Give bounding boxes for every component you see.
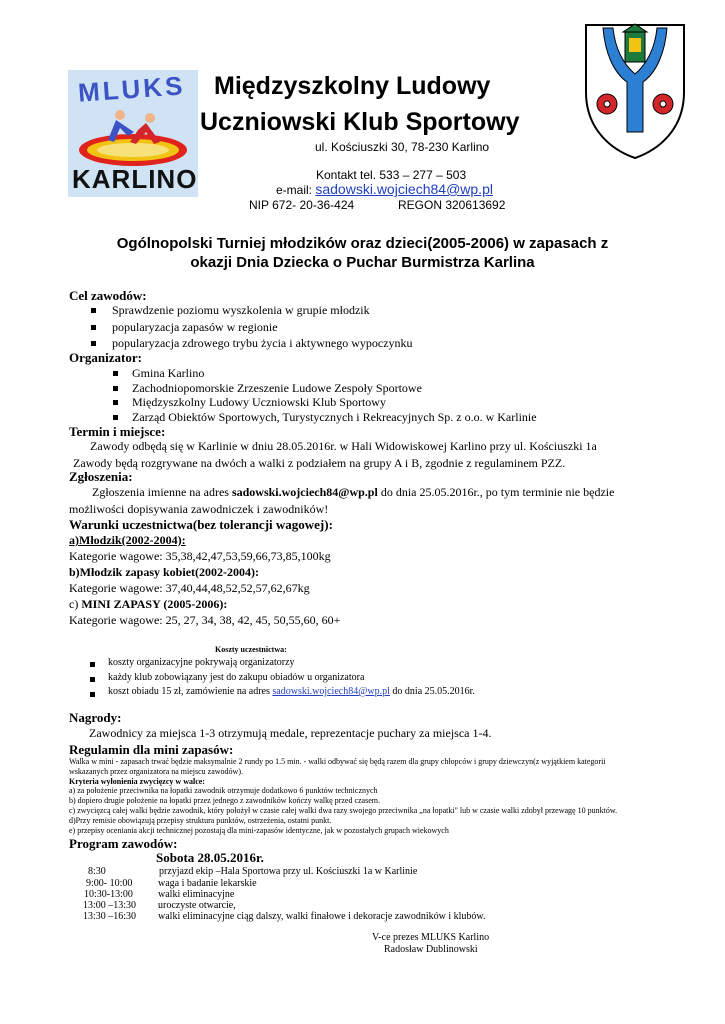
crest-shield-icon	[583, 22, 687, 160]
club-email-row	[276, 181, 493, 197]
koszty-item: każdy klub zobowiązany jest do zakupu obiadów u organizatora	[108, 672, 365, 683]
tournament-title-line1: Ogólnopolski Turniej młodzików oraz dzieci(2005-2006) w zapasach z	[116, 235, 609, 252]
signature-title: V-ce prezes MLUKS Karlino	[372, 932, 490, 943]
warunki-group-weights: Kategorie wagowe: 37,40,44,48,52,52,57,62,67kg	[69, 581, 310, 595]
criteria-item: a) za położenie przeciwnika na łopatki zawodnik otrzymuje dodatkowo 6 punktów technicznych	[69, 786, 378, 795]
program-time: 13:00 –13:30	[83, 900, 137, 911]
warunki-group-label: a)Młodzik(2002-2004):	[69, 533, 186, 547]
nagrody-heading: Nagrody:	[69, 710, 122, 725]
logo-top-text: MLUKS	[77, 70, 187, 108]
organizator-item: Międzyszkolny Ludowy Uczniowski Klub Sportowy	[132, 395, 386, 409]
club-address: ul. Kościuszki 30, 78-230 Karlino	[315, 140, 490, 154]
cel-item: Sprawdzenie poziomu wyszkolenia w grupie młodzik	[112, 303, 370, 317]
club-email-link[interactable]: sadowski.wojciech84@wp.pl	[315, 181, 493, 197]
warunki-heading: Warunki uczestnictwa(bez tolerancji wagowej):	[69, 517, 333, 532]
organizator-heading: Organizator:	[69, 350, 142, 365]
koszty-item: koszty organizacyjne pokrywają organizatorzy	[108, 657, 295, 668]
club-regon: REGON 320613692	[398, 198, 506, 212]
cel-heading: Cel zawodów:	[69, 288, 147, 303]
program-desc: waga i badanie lekarskie	[158, 878, 257, 889]
bullet-icon	[113, 400, 118, 405]
tournament-title-line2: okazji Dnia Dziecka o Puchar Burmistrza Karlina	[190, 254, 535, 271]
zgloszenia-email: sadowski.wojciech84@wp.pl	[231, 485, 378, 499]
zgloszenia-line1	[92, 485, 614, 500]
termin-line1: Zawody odbędą się w Karlinie w dniu 28.05.2016r. w Hali Widowiskowej Karlino przy ul. Kościuszki 1a	[90, 439, 597, 453]
program-day: Sobota 28.05.2016r.	[156, 850, 264, 865]
regulamin-line: wskazanych przez organizatora na miejscu zawodów).	[69, 767, 243, 776]
koszty-heading: Koszty uczestnictwa:	[215, 645, 287, 654]
club-logo	[68, 70, 198, 197]
warunki-group-label: b)Młodzik zapasy kobiet(2002-2004):	[69, 565, 259, 579]
program-desc: przyjazd ekip –Hala Sportowa przy ul. Kościuszki 1a w Karlinie	[159, 866, 418, 877]
bullet-icon	[113, 386, 118, 391]
program-time: 13:30 –16:30	[83, 911, 137, 922]
koszty-text: koszt obiadu 15 zł, zamówienie na adres	[108, 686, 273, 697]
program-heading: Program zawodów:	[69, 836, 178, 851]
program-desc: uroczyste otwarcie,	[158, 900, 236, 911]
bullet-icon	[91, 325, 96, 330]
criteria-item: b) dopiero drugie położenie na łopatki przez jednego z zawodników kończy walkę przed czasem.	[69, 796, 380, 805]
organizator-item: Zarząd Obiektów Sportowych, Turystycznych i Rekreacyjnych Sp. z o.o. w Karlinie	[132, 410, 537, 424]
program-time: 9:00- 10:00	[86, 878, 133, 889]
organizator-item: Gmina Karlino	[132, 366, 205, 380]
club-contact: Kontakt tel. 533 – 277 – 503	[316, 168, 467, 182]
signature-name: Radosław Dublinowski	[384, 944, 478, 955]
zgloszenia-text: do dnia 25.05.2016r., po tym terminie nie będzie	[377, 485, 615, 499]
bullet-icon	[91, 341, 96, 346]
warunki-group-label: MINI ZAPASY (2005-2006):	[81, 597, 228, 611]
criteria-heading: Kryteria wyłonienia zwycięzcy w walce:	[69, 777, 205, 786]
regulamin-heading: Regulamin dla mini zapasów:	[69, 742, 234, 757]
nagrody-text: Zawodnicy za miejsca 1-3 otrzymują medale, reprezentacje puchary za miejsca 1-4.	[89, 726, 492, 740]
program-desc: walki eliminacyjne	[158, 889, 235, 900]
program-desc: walki eliminacyjne ciąg dalszy, walki finałowe i dekoracje zawodników i klubów.	[158, 911, 486, 922]
criteria-item: d)Przy remisie obowiązują przepisy struktura punktów, ostrzeżenia, ostatni punkt.	[69, 816, 332, 825]
club-name-line1: Międzyszkolny Ludowy	[214, 72, 491, 100]
warunki-group-weights: Kategorie wagowe: 25, 27, 34, 38, 42, 45, 50,55,60, 60+	[69, 613, 341, 627]
bullet-icon	[90, 662, 95, 667]
town-crest	[583, 22, 687, 160]
koszty-item	[108, 686, 475, 697]
warunki-prefix: c)	[69, 597, 82, 611]
program-time: 8:30	[88, 866, 106, 877]
bullet-icon	[113, 371, 118, 376]
koszty-email-link[interactable]: sadowski.wojciech84@wp.pl	[272, 686, 390, 697]
organizator-item: Zachodniopomorskie Zrzeszenie Ludowe Zespoły Sportowe	[132, 381, 422, 395]
email-label: e-mail:	[276, 183, 316, 197]
zgloszenia-heading: Zgłoszenia:	[69, 469, 133, 484]
bullet-icon	[91, 308, 96, 313]
termin-heading: Termin i miejsce:	[69, 424, 166, 439]
koszty-text: do dnia 25.05.2016r.	[389, 686, 475, 697]
criteria-item: c) zwycięzcą całej walki będzie zawodnik, który położył w czasie całej walki dwa razy swojego przeciwnika „na łopatki" lub w czasie walki zdobył przewagę 10 punktów.	[69, 806, 618, 815]
regulamin-line: Walka w mini - zapasach trwać będzie maksymalnie 2 rundy po 1.5 min. - walki odbywać się będą razem dla grupy chłopców i grupy dziewczyn(z wyjątkiem kategorii	[69, 757, 606, 766]
cel-item: popularyzacja zapasów w regionie	[112, 320, 278, 334]
program-time: 10:30-13:00	[84, 889, 133, 900]
zgloszenia-line2: możliwości dopisywania zawodniczek i zawodników!	[69, 502, 329, 516]
bullet-icon	[90, 692, 95, 697]
club-name-line2: Uczniowski Klub Sportowy	[200, 108, 520, 136]
zgloszenia-text: Zgłoszenia imienne na adres	[92, 485, 232, 499]
warunki-group-label-row	[69, 597, 227, 612]
bullet-icon	[113, 415, 118, 420]
warunki-group-weights: Kategorie wagowe: 35,38,42,47,53,59,66,73,85,100kg	[69, 549, 331, 563]
bullet-icon	[90, 677, 95, 682]
logo-bottom-text: KARLINO	[72, 164, 198, 194]
club-nip: NIP 672- 20-36-424	[249, 198, 355, 212]
criteria-item: e) przepisy oceniania akcji technicznej pozostają dla mini-zapasów identyczne, jak w pozostałych grupach wiekowych	[69, 826, 449, 835]
termin-line2: Zawody będą rozgrywane na dwóch a walki z podziałem na grupy A i B, zgodnie z regulaminem PZZ.	[73, 456, 566, 470]
cel-item: popularyzacja zdrowego trybu życia i aktywnego wypoczynku	[112, 336, 413, 350]
